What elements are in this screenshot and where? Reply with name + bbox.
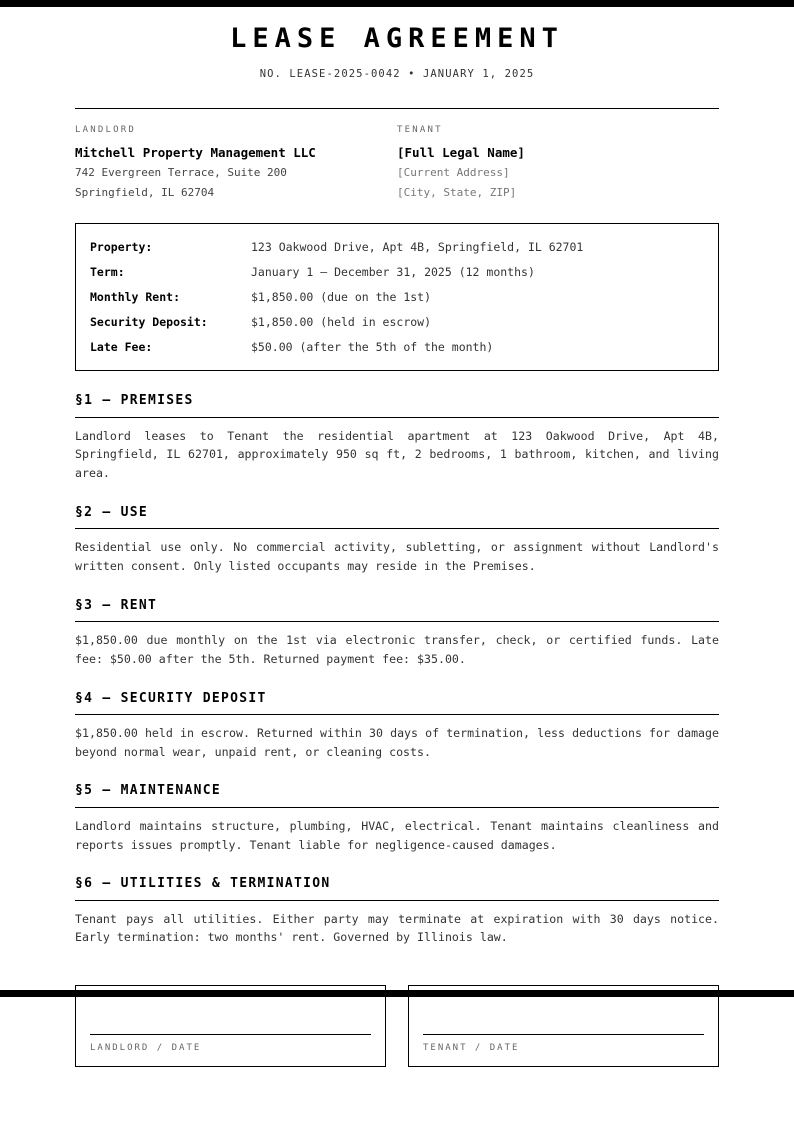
tenant-signature-box[interactable] [408, 985, 719, 1067]
section-use [75, 505, 719, 576]
section-body: Landlord leases to Tenant the residential apartment at 123 Oakwood Drive, Apt 4B, Springfield, IL 62701, approximately 950 sq ft, 2 bedrooms, 1 bathroom, kitchen, and living area. [75, 428, 719, 481]
key-term-value: January 1 — December 31, 2025 (12 months) [251, 264, 535, 279]
tenant-address-line-2-placeholder[interactable]: [City, State, ZIP] [397, 186, 517, 200]
key-term-value: $1,850.00 (due on the 1st) [251, 289, 432, 304]
key-term-label: Property: [90, 239, 153, 254]
section-body: Residential use only. No commercial activity, subletting, or assignment without Landlord's written consent. Only listed occupants may reside in the Premises. [75, 540, 719, 574]
section-body: $1,850.00 due monthly on the 1st via electronic transfer, check, or certified funds. Late fee: $50.00 after the 5th. Returned payment fee: $35.00. [75, 633, 719, 666]
document-content [75, 0, 719, 1067]
tenant-address-line-1-placeholder[interactable]: [Current Address] [397, 166, 510, 180]
key-term-value: $50.00 (after the 5th of the month) [251, 339, 494, 354]
landlord-signature-label: LANDLORD / DATE [90, 1043, 202, 1054]
landlord-signature-box[interactable] [75, 985, 386, 1067]
tenant-signature-label: TENANT / DATE [423, 1043, 520, 1054]
section-body: $1,850.00 held in escrow. Returned within 30 days of termination, less deductions for damage beyond normal wear, unpaid rent, or cleaning costs. [75, 725, 719, 759]
key-term-value: $1,850.00 (held in escrow) [251, 314, 432, 329]
landlord-role-label: LANDLORD [75, 124, 136, 135]
tenant-signature-line[interactable] [423, 1034, 704, 1035]
section-heading: §1 — PREMISES [75, 393, 719, 417]
key-term-row [90, 265, 704, 280]
signature-section [75, 985, 719, 1067]
section-heading: §6 — UTILITIES & TERMINATION [75, 876, 719, 900]
page-title: LEASE AGREEMENT [230, 23, 564, 54]
section-heading: §3 — RENT [75, 598, 719, 622]
section-utilities-termination [75, 876, 719, 947]
section-body: Tenant pays all utilities. Either party may terminate at expiration with 30 days notice. Early termination: two months' rent. Governed by Illinois law. [75, 911, 719, 945]
page-bottom-rule [0, 990, 794, 997]
parties-section [75, 125, 719, 201]
section-maintenance [75, 783, 719, 854]
section-security-deposit [75, 691, 719, 762]
section-heading: §2 — USE [75, 505, 719, 529]
key-terms-box [75, 223, 719, 372]
key-term-row [90, 315, 704, 330]
section-premises [75, 393, 719, 483]
document-reference-subtitle: NO. LEASE-2025-0042 • JANUARY 1, 2025 [259, 67, 535, 80]
header-divider [75, 108, 719, 109]
landlord-address-line-1: 742 Evergreen Terrace, Suite 200 [75, 166, 287, 180]
section-heading: §5 — MAINTENANCE [75, 783, 719, 807]
key-term-value: 123 Oakwood Drive, Apt 4B, Springfield, IL 62701 [251, 239, 584, 254]
landlord-signature-line[interactable] [90, 1034, 371, 1035]
key-term-label: Monthly Rent: [90, 289, 181, 304]
landlord-name: Mitchell Property Management LLC [75, 144, 316, 160]
key-term-row [90, 290, 704, 305]
section-heading: §4 — SECURITY DEPOSIT [75, 691, 719, 715]
key-term-label: Late Fee: [90, 339, 153, 354]
tenant-role-label: TENANT [397, 124, 443, 135]
tenant-name-placeholder[interactable]: [Full Legal Name] [397, 144, 525, 160]
key-term-row [90, 340, 704, 355]
landlord-block [75, 125, 397, 201]
section-rent [75, 598, 719, 669]
tenant-block [397, 125, 719, 201]
key-term-label: Term: [90, 264, 125, 279]
landlord-address-line-2: Springfield, IL 62704 [75, 186, 215, 200]
section-body: Landlord maintains structure, plumbing, HVAC, electrical. Tenant maintains cleanliness and reports issues promptly. Tenant liable for negligence-caused damages. [75, 818, 719, 852]
key-term-row [90, 240, 704, 255]
key-term-label: Security Deposit: [90, 314, 208, 329]
